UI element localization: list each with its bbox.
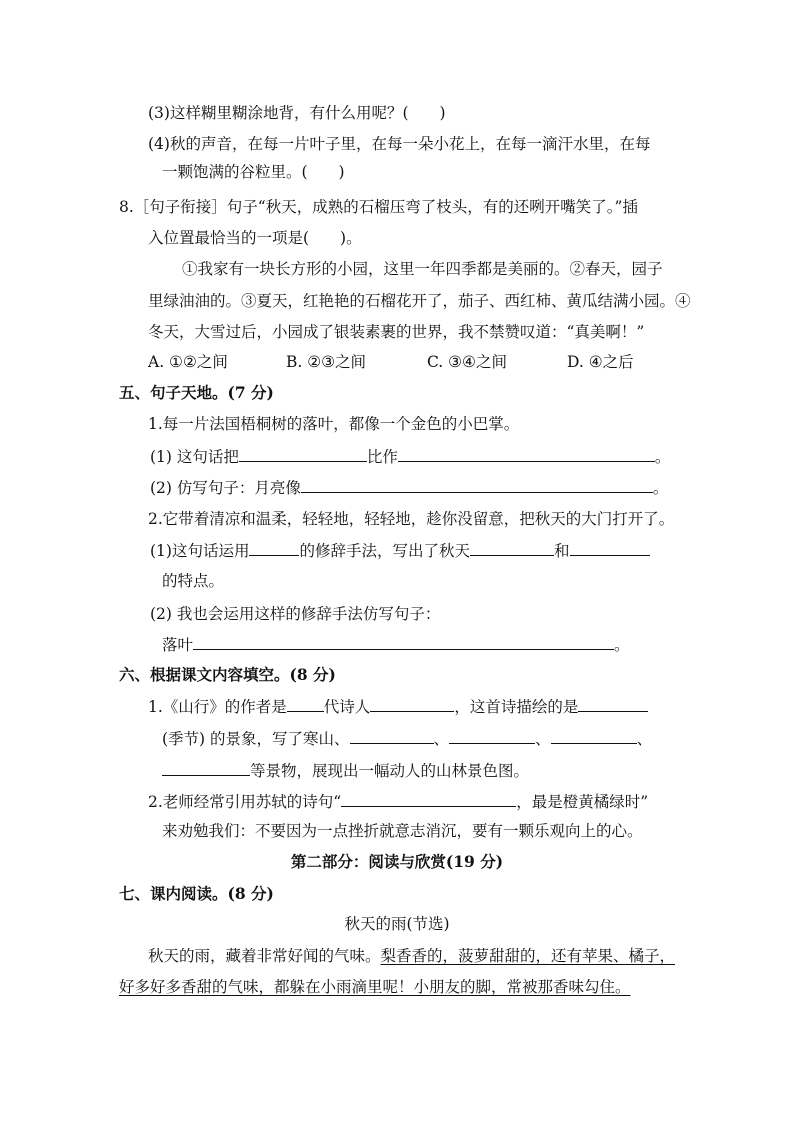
s6-q1-mid2: ，这首诗描绘的是 [454, 698, 579, 716]
period: 。 [654, 448, 671, 466]
question-8-line2: 入位置最恰当的一项是( )。 [148, 229, 362, 247]
passage-text: 秋天的雨，藏着非常好闻的气味。 [148, 947, 381, 965]
s5-q1-sub2-prefix: (2) 仿写句子：月亮像 [150, 479, 301, 497]
answer-blank[interactable] [398, 445, 655, 462]
s6-q2-line2: 来劝勉我们：不要因为一点挫折就意志消沉，要有一颗乐观向上的心。 [162, 822, 643, 840]
answer-blank[interactable] [350, 727, 434, 744]
answer-blank[interactable] [341, 790, 516, 807]
underlined-sentence: 好多好多香甜的气味，都躲在小雨滴里呢！小朋友的脚，常被那香味勾住。 [119, 978, 631, 996]
s5-q1-sub1 [150, 445, 670, 468]
answer-blank[interactable] [551, 727, 637, 744]
answer-blank[interactable] [578, 695, 648, 712]
s5-q2-sub2-answer [162, 633, 630, 656]
s6-q1-line1 [148, 695, 648, 718]
passage-paragraph-line1 [148, 945, 675, 967]
passage-line2: 里绿油油的。③夏天，红艳艳的石榴花开了，茄子、西红柿、黄瓜结满小园。④ [148, 292, 691, 310]
option-b: B. ②③之间 [286, 353, 367, 371]
option-c: C. ③④之间 [427, 353, 507, 371]
s5-q1-sub2 [150, 476, 668, 499]
passage-line1: ①我家有一块长方形的小园，这里一年四季都是美丽的。②春天，园子 [182, 260, 663, 278]
s5-q1-sub1-mid: 比作 [366, 448, 398, 466]
period: 。 [652, 479, 669, 497]
answer-blank[interactable] [249, 539, 299, 556]
answer-blank[interactable] [162, 759, 250, 776]
underlined-sentence: 梨香香的，菠萝甜甜的，还有苹果、橘子， [380, 947, 676, 965]
s5-q2-sub1-mid1: 的修辞手法，写出了秋天 [299, 542, 470, 560]
separator: 、 [433, 730, 450, 748]
s5-question-1: 1.每一片法国梧桐树的落叶，都像一个金色的小巴掌。 [148, 415, 520, 433]
passage-line3: 冬天，大雪过后，小园成了银装素裹的世界，我不禁赞叹道：“真美啊！” [148, 323, 645, 341]
s5-q2-sub2: (2) 我也会运用这样的修辞手法仿写句子： [150, 605, 441, 623]
answer-blank[interactable] [449, 727, 535, 744]
answer-blank[interactable] [470, 539, 554, 556]
question-8-line1: 8.［句子衔接］句子“秋天，成熟的石榴压弯了枝头，有的还咧开嘴笑了。”插 [119, 198, 638, 216]
s5-q2-sub1 [150, 539, 650, 562]
option-d: D. ④之后 [567, 353, 634, 371]
s6-q1-line3 [162, 759, 529, 782]
separator: 、 [636, 730, 653, 748]
section-5-title: 五、句子天地。(7 分) [119, 383, 274, 402]
item-4-line1: (4)秋的声音，在每一片叶子里，在每一朵小花上，在每一滴汗水里，在每 [148, 135, 651, 153]
s6-q1-line2 [162, 727, 652, 750]
item-3: (3)这样糊里糊涂地背，有什么用呢？( ) [148, 104, 446, 122]
s6-q2-line1 [148, 790, 648, 813]
answer-blank[interactable] [287, 695, 324, 712]
item-4-line2: 一颗饱满的谷粒里。( ) [162, 163, 345, 181]
option-a: A. ①②之间 [148, 353, 228, 371]
s5-q2-sub1-mid2: 和 [553, 542, 570, 560]
period: 。 [614, 636, 630, 654]
s5-q2-sub2-prefix: 落叶 [162, 636, 194, 654]
s5-question-2: 2.它带着清凉和温柔，轻轻地，轻轻地，趁你没留意，把秋天的大门打开了。 [148, 510, 675, 528]
answer-blank[interactable] [570, 539, 650, 556]
answer-blank[interactable] [370, 695, 454, 712]
section-7-title: 七、课内阅读。(8 分) [119, 884, 274, 903]
s5-q1-sub1-prefix: (1) 这句话把 [150, 448, 239, 466]
s5-q2-sub1-end: 的特点。 [162, 572, 225, 590]
separator: 、 [535, 730, 551, 748]
s6-q2-prefix: 2.老师经常引用苏轼的诗句“ [148, 793, 342, 811]
answer-blank[interactable] [193, 633, 614, 650]
s6-q1-line2-start: (季节) 的景象，写了寒山、 [162, 730, 350, 748]
answer-blank[interactable] [301, 476, 653, 493]
answer-blank[interactable] [239, 445, 367, 462]
s6-q1-prefix: 1.《山行》的作者是 [148, 698, 287, 716]
passage-paragraph-line2 [119, 976, 631, 998]
part-2-title: 第二部分：阅读与欣赏(19 分) [290, 852, 504, 871]
s6-q1-mid1: 代诗人 [323, 698, 371, 716]
passage-title: 秋天的雨(节选) [344, 915, 450, 933]
s5-q2-sub1-prefix: (1)这句话运用 [150, 542, 250, 560]
s6-q2-end: ，最是橙黄橘绿时” [516, 793, 649, 811]
s6-q1-line3-end: 等景物，展现出一幅动人的山林景色图。 [250, 762, 530, 780]
section-6-title: 六、根据课文内容填空。(8 分) [119, 665, 336, 684]
